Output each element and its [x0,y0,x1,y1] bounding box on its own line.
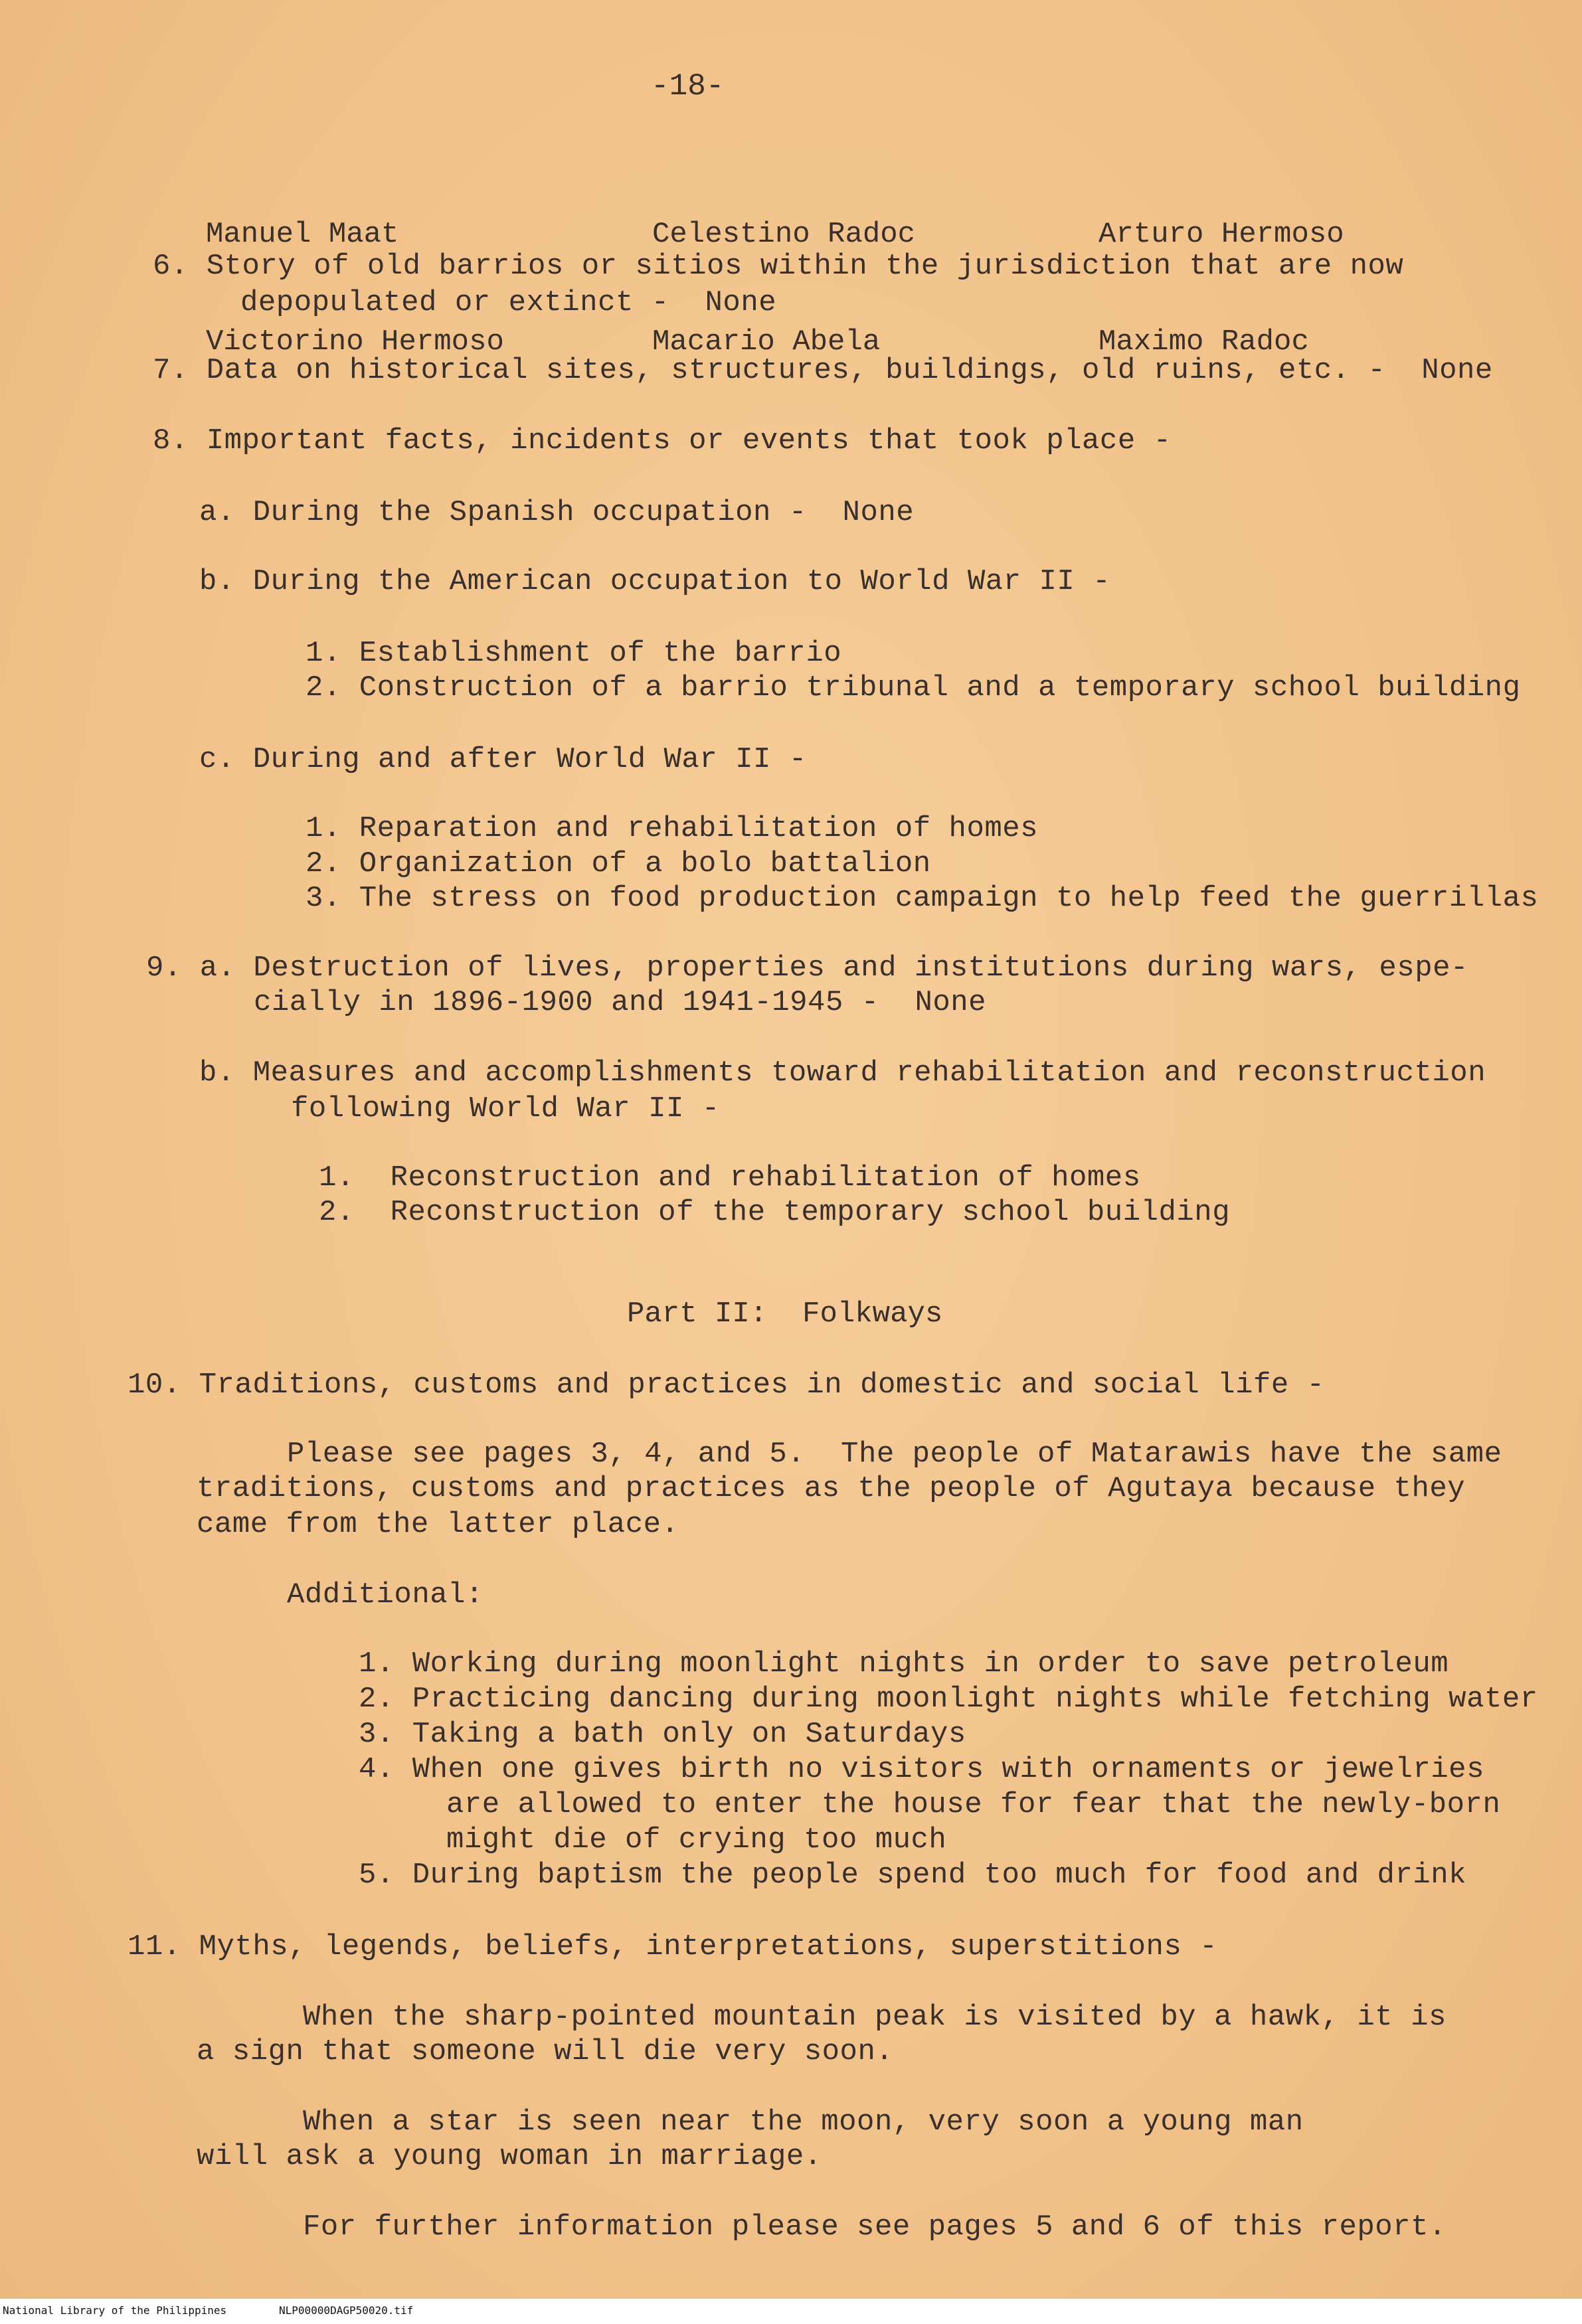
item-8: 8. Important facts, incidents or events that took place - [153,424,1172,457]
item-11-para-2-line-1: When a star is seen near the moon, very soon a young man [303,2106,1304,2139]
additional-item-3: 3. Taking a bath only on Saturdays [359,1718,966,1751]
name-entry: Manuel Maat [206,218,399,251]
item-9a-line-1: 9. a. Destruction of lives, properties and institutions during wars, espe- [146,952,1468,985]
item-11-para-1-line-1: When the sharp-pointed mountain peak is visited by a hawk, it is [303,2001,1447,2034]
item-11-para-1-line-2: a sign that someone will die very soon. [197,2035,894,2068]
item-10-para-line-2: traditions, customs and practices as the people of Agutaya because they [197,1472,1466,1505]
additional-item-2: 2. Practicing dancing during moonlight nights while fetching water [359,1683,1538,1716]
name-entry: Macario Abela [652,325,881,359]
name-entry: Victorino Hermoso [206,325,504,359]
additional-heading: Additional: [287,1578,483,1612]
item-8b: b. During the American occupation to World War II - [199,565,1111,598]
additional-item-5: 5. During baptism the people spend too much for food and drink [359,1859,1467,1892]
name-entry: Arturo Hermoso [1099,218,1344,251]
item-11: 11. Myths, legends, beliefs, interpretations, superstitions - [128,1930,1218,1963]
additional-item-4-line-1: 4. When one gives birth no visitors with ornaments or jewelries [359,1753,1484,1786]
item-9b-2: 2. Reconstruction of the temporary school building [319,1196,1231,1229]
item-11-para-3: For further information please see pages 5 and 6 of this report. [303,2210,1447,2244]
item-10-para-line-3: came from the latter place. [197,1508,679,1541]
item-8b-2: 2. Construction of a barrio tribunal and a temporary school building [306,671,1521,705]
footer-library-name: National Library of the Philippines [3,2304,227,2317]
item-8c-2: 2. Organization of a bolo battalion [306,847,931,880]
item-8b-1: 1. Establishment of the barrio [306,637,842,670]
additional-item-4-line-2: are allowed to enter the house for fear that the newly-born [446,1788,1501,1821]
item-9b-1: 1. Reconstruction and rehabilitation of homes [319,1161,1141,1195]
item-8c-1: 1. Reparation and rehabilitation of homes [306,812,1039,845]
item-9b-line-2: following World War II - [291,1092,720,1125]
item-8c-3: 3. The stress on food production campaign to help feed the guerrillas [306,882,1539,915]
item-10: 10. Traditions, customs and practices in domestic and social life - [128,1369,1325,1402]
scan-footer-strip [0,2299,1582,2324]
item-10-para-line-1: Please see pages 3, 4, and 5. The people of Matarawis have the same [287,1438,1502,1471]
item-11-para-2-line-2: will ask a young woman in marriage. [197,2140,822,2173]
item-7: 7. Data on historical sites, structures, buildings, old ruins, etc. - None [153,354,1493,387]
part-2-heading: Part II: Folkways [627,1297,943,1331]
page-number: -18- [651,69,725,104]
item-8a: a. During the Spanish occupation - None [199,496,915,529]
names-column-3 [1099,145,1344,432]
name-entry: Celestino Radoc [652,218,916,251]
additional-item-4-line-3: might die of crying too much [446,1823,947,1857]
name-entry: Maximo Radoc [1099,325,1309,359]
item-9a-line-2: cially in 1896-1900 and 1941-1945 - None [254,986,987,1019]
item-6-line-1: 6. Story of old barrios or sitios within the jurisdiction that are now [153,250,1404,283]
footer-file-name: NLP00000DAGP50020.tif [279,2304,414,2317]
additional-item-1: 1. Working during moonlight nights in order to save petroleum [359,1647,1449,1681]
item-6-line-2: depopulated or extinct - None [240,286,777,319]
item-8c: c. During and after World War II - [199,743,807,776]
item-9b-line-1: b. Measures and accomplishments toward rehabilitation and reconstruction [199,1056,1486,1090]
